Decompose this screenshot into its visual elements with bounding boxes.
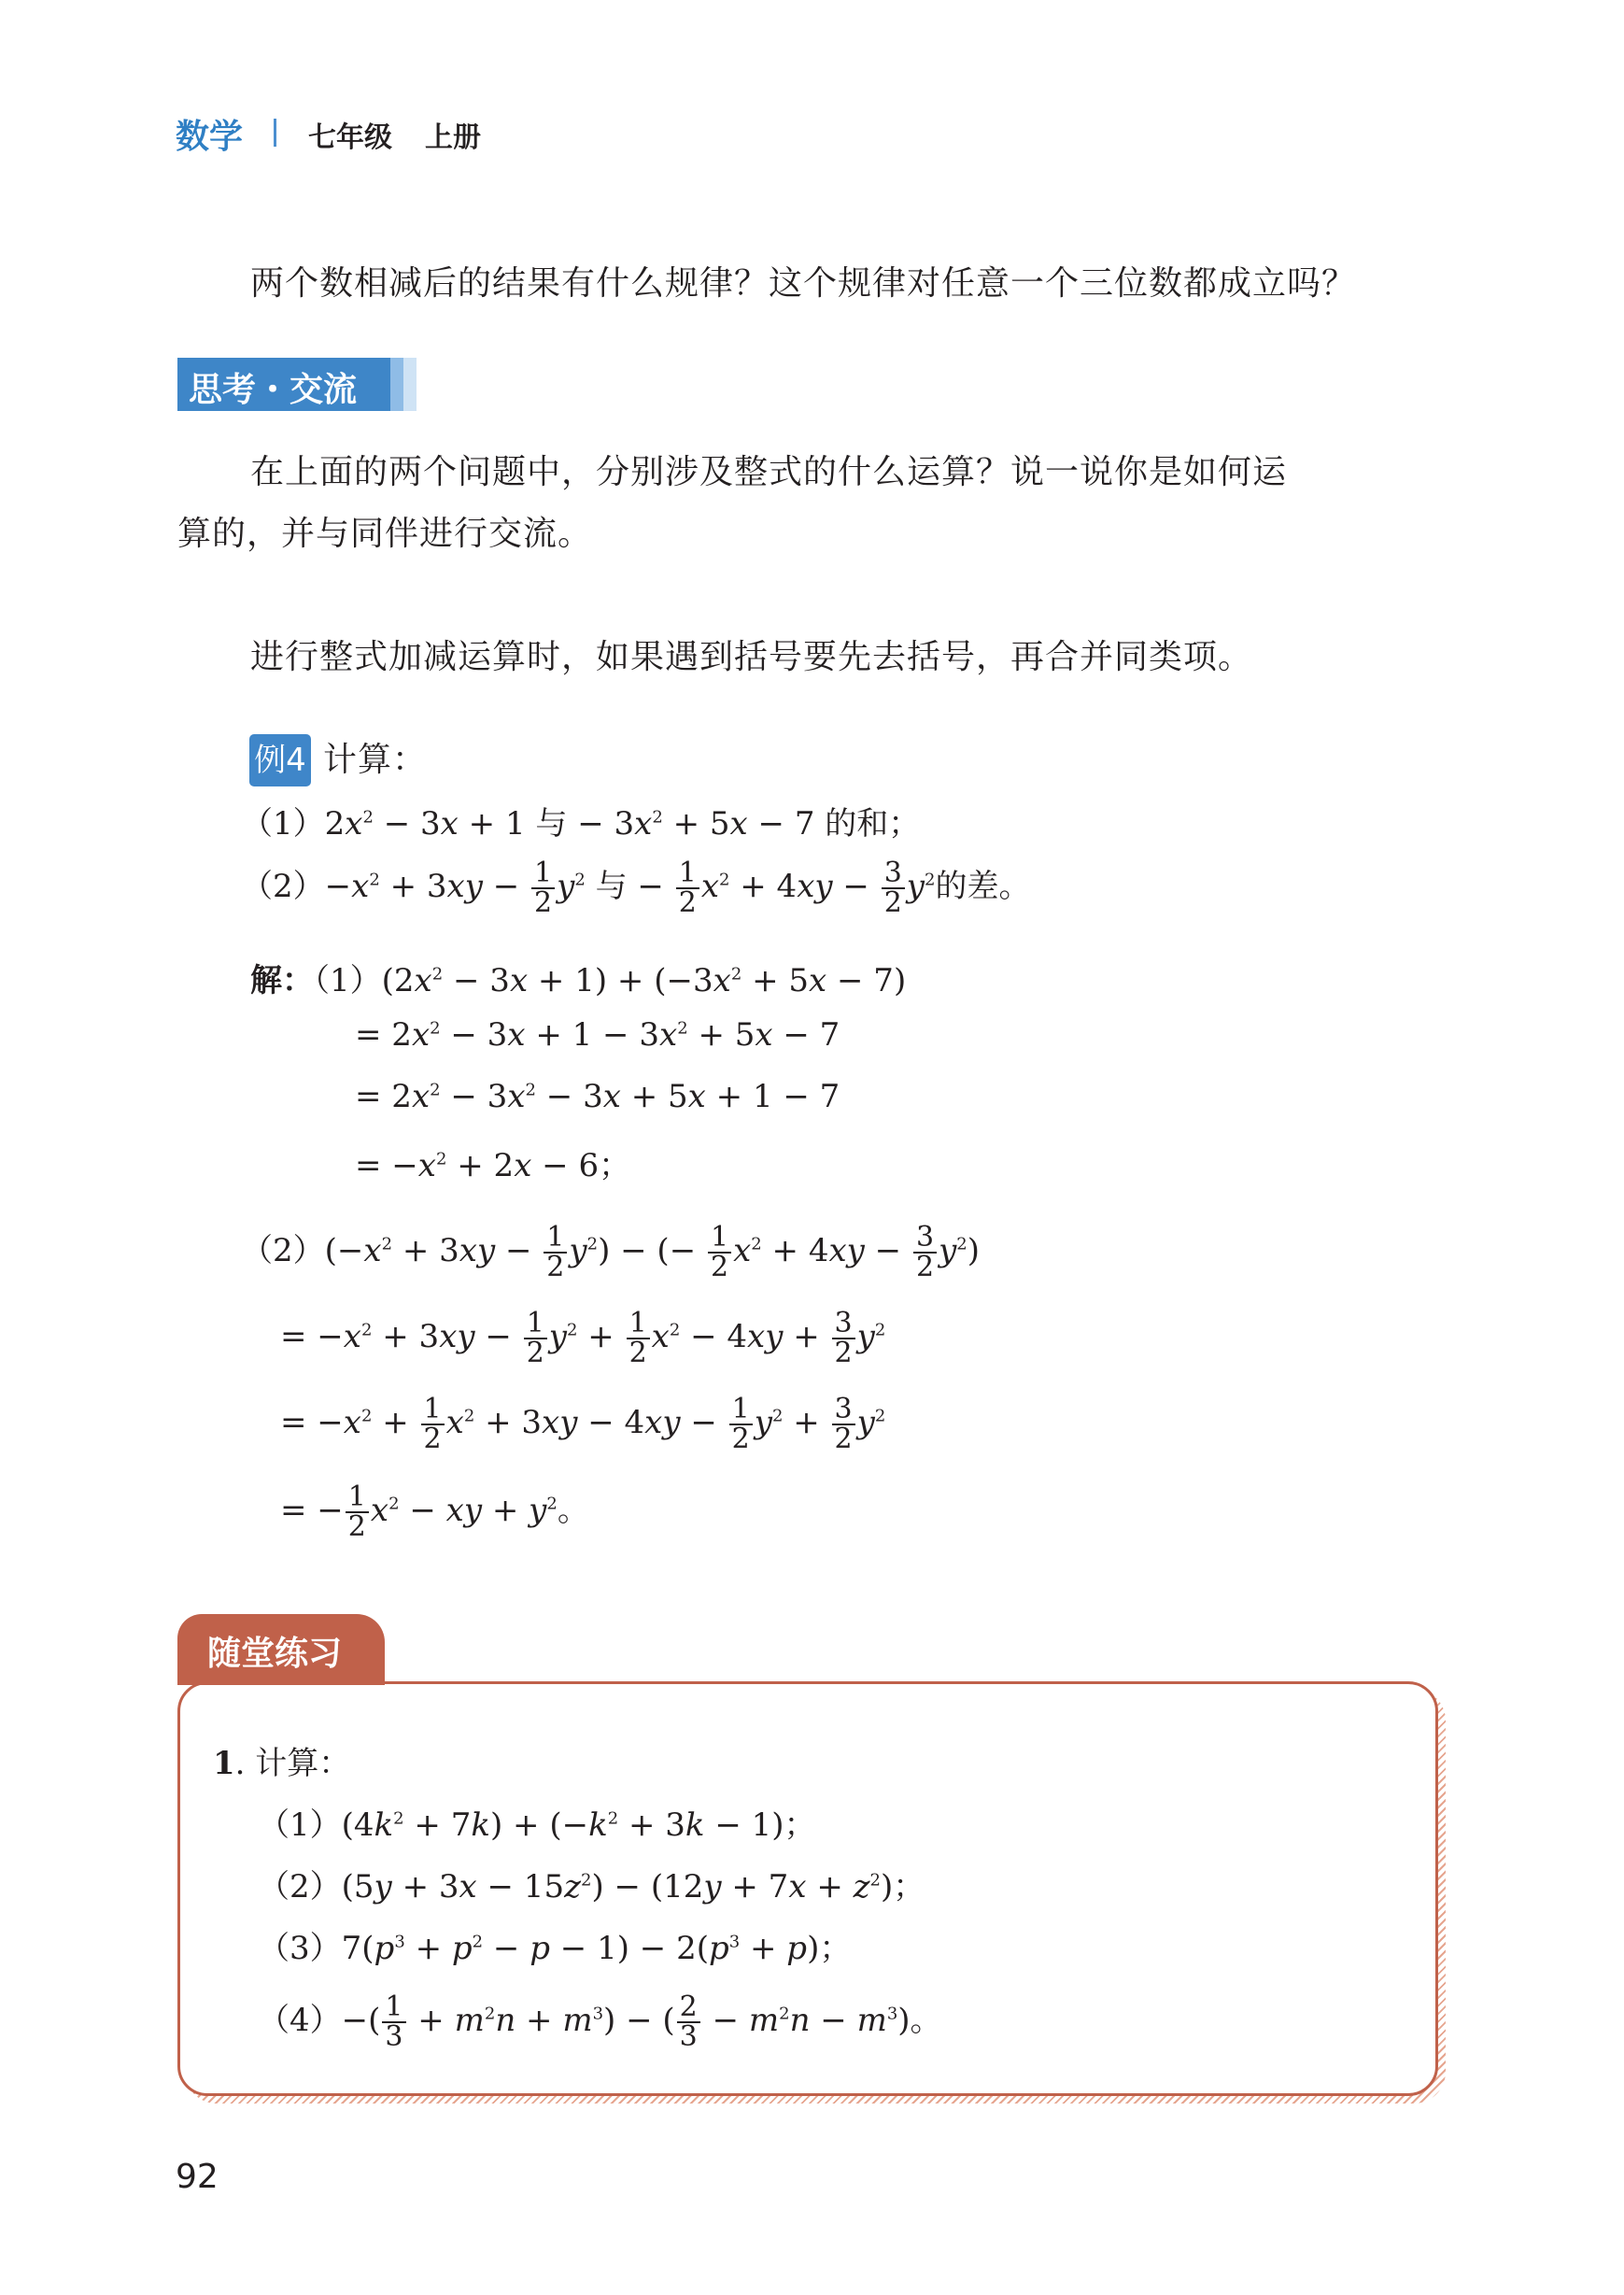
practice-sub-4: （4）−( $\frac{1}{3}$ + $m^2n + m^3$) − ( $\frac{2}{3}$ − $m^2n - m^3$)。: [258, 1990, 942, 2053]
solution-1-line-2: = $2x^2 - 3x + 1 - 3x^2 + 5x - 7$: [355, 1016, 840, 1054]
think-text-line2: 算的，并与同伴进行交流。: [177, 515, 593, 553]
solution-2-line-2: = $-x^2 + 3xy$ − $\frac{1}{2}$ $y^2$ + $\frac{1}{2}$ $x^2 - 4xy$ + $\frac{3}{2}$ $y^2$: [280, 1307, 886, 1369]
practice-sub-2: $(2)(5y + 3x - 15z^2) - (12y + 7x + z^2)$；: [258, 1868, 925, 1905]
solution-1-line-1: 解：$(1)(2x^2 - 3x + 1) + (-3x^2 + 5x - 7)$: [250, 962, 907, 999]
solution-1-line-4: = $-x^2 + 2x - 6$；: [355, 1147, 631, 1184]
example-problem-2: $(2)-x^2 + 3xy$ − $\frac{1}{2}$ $y^2$ 与 − $\frac{1}{2}$ $x^2 + 4xy$ − $\frac{3}{2}$ $y^2$的差。: [241, 857, 1031, 919]
solution-2-line-3: = $-x^2$ + $\frac{1}{2}$ $x^2 + 3xy - 4xy$ − $\frac{1}{2}$ $y^2$ + $\frac{3}{2}$ $y^2$: [280, 1393, 886, 1455]
solution-2-line-4: = − $\frac{1}{2}$ $x^2$ − xy + $y^2$。: [280, 1480, 589, 1543]
header-grade: 七年级: [308, 121, 392, 154]
header-separator: [274, 119, 276, 147]
example-prompt: 计算：: [323, 741, 428, 779]
practice-item-1-prompt: 1. 计算：: [213, 1745, 351, 1782]
rule-text: 进行整式加减运算时，如果遇到括号要先去括号，再合并同类项。: [250, 638, 1253, 676]
header-volume: 上册: [425, 121, 481, 154]
think-text-line1: 在上面的两个问题中，分别涉及整式的什么运算？说一说你是如何运: [250, 453, 1288, 491]
think-discuss-label: [177, 358, 420, 411]
example-tag: 例4: [249, 734, 311, 786]
page-number: 92: [176, 2158, 219, 2196]
practice-title: 随堂练习: [207, 1635, 343, 1673]
header-subject: 数学: [176, 118, 244, 156]
practice-sub-1: $(1)(4k^2 + 7k) + (-k^2 + 3k - 1)$；: [258, 1806, 816, 1844]
practice-sub-3: $(3)7(p^3 + p^2 - p - 1) - 2(p^3 + p)$；: [258, 1930, 852, 1967]
solution-2-line-1: $(2)(-x^2 + 3xy$ − $\frac{1}{2}$ $y^2$) − (− $\frac{1}{2}$ $x^2 + 4xy$ − $\frac{3}{2}$ $y^2$): [241, 1221, 981, 1283]
solution-1-line-3: = $2x^2 - 3x^2 - 3x + 5x + 1 - 7$: [355, 1078, 840, 1115]
example-problem-1: $(1)2x^2 - 3x + 1$ 与 − $3x^2 + 5x - 7$ 的和；: [241, 805, 921, 843]
think-discuss-label-text: 思考・交流: [189, 371, 358, 409]
intro-question: 两个数相减后的结果有什么规律？这个规律对任意一个三位数都成立吗？: [250, 264, 1357, 303]
